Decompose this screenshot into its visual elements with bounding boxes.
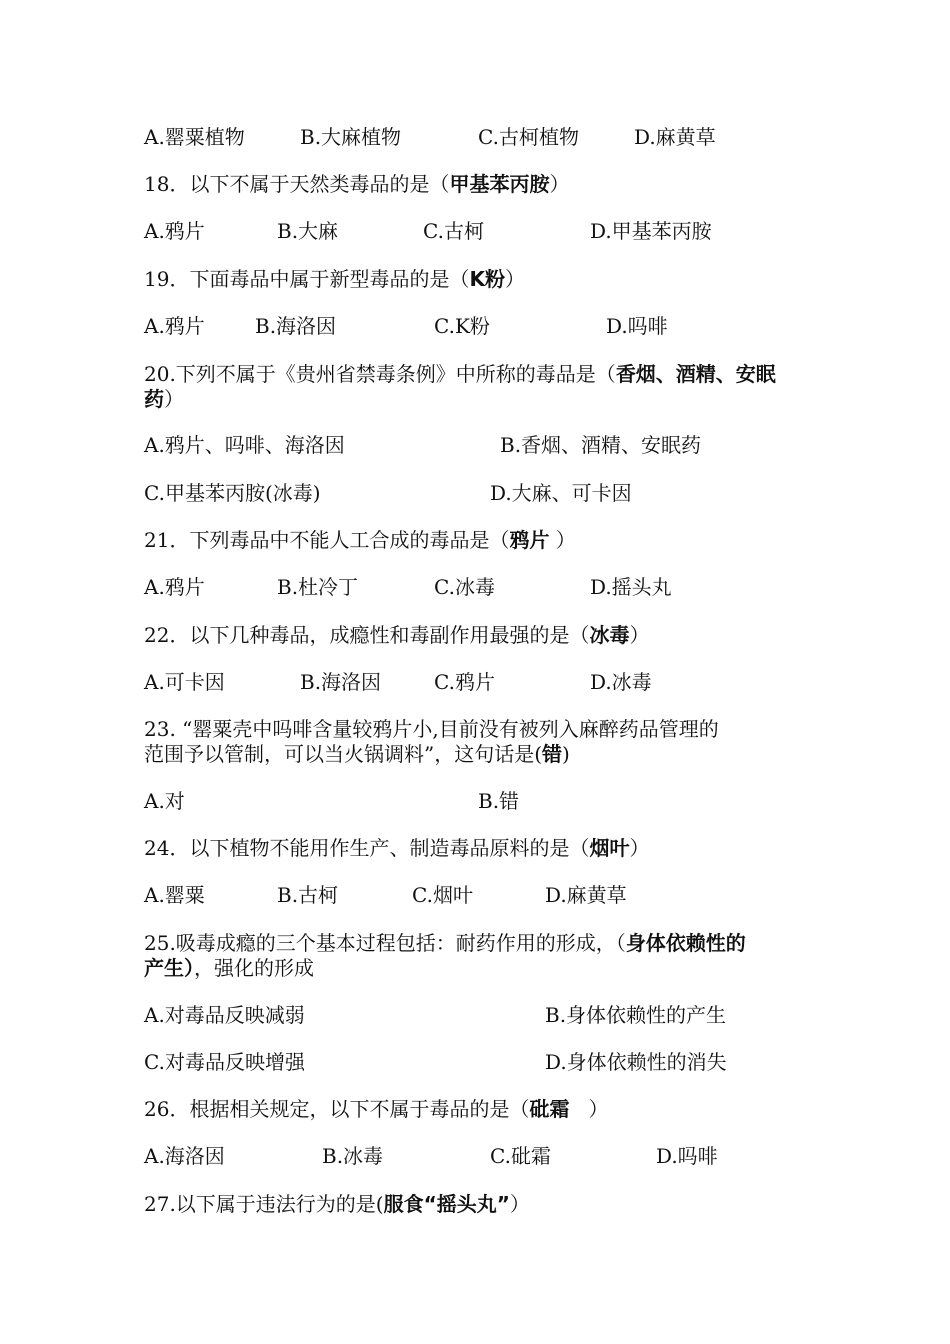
option-d: D.大麻、可卡因 [490,481,632,505]
option-b: B.大麻植物 [300,125,402,149]
option-b: B.海洛因 [300,670,382,694]
answer-text: 砒霜 [529,1097,570,1121]
option-d: D.吗啡 [656,1144,718,1168]
answer-text: 烟叶 [589,836,630,860]
option-c: C.冰毒 [434,575,495,599]
stem-text-cont: 范围予以管制，可以当火锅调料”，这句话是( [144,742,543,766]
question-26-stem [144,1096,609,1122]
stem-close: ） [549,172,570,196]
option-d: D.身体依赖性的消失 [545,1050,727,1074]
option-a: A.可卡因 [144,670,225,694]
option-a: A.鸦片、吗啡、海洛因 [144,433,345,457]
option-b: B.古柯 [277,883,339,907]
option-a: A.罂粟植物 [144,125,245,149]
option-a: A.海洛因 [144,1144,225,1168]
option-d: D.冰毒 [590,670,652,694]
question-22-stem [144,622,649,648]
stem-text: 24．以下植物不能用作生产、制造毒品原料的是（ [144,836,590,860]
option-c: C.古柯植物 [478,125,579,149]
option-d: D.麻黄草 [545,883,627,907]
answer-text: 服食“摇头丸” [383,1192,510,1216]
option-b: B.大麻 [277,219,339,243]
answer-text: 身体依赖性的 [625,931,746,955]
question-20-stem [144,361,776,387]
question-25-stem [144,930,746,956]
option-a: A.鸦片 [144,219,205,243]
stem-close: ，强化的形成 [194,956,314,980]
stem-text: 27.以下属于违法行为的是( [144,1192,384,1216]
option-b: B.身体依赖性的产生 [545,1003,727,1027]
option-d: D.麻黄草 [634,125,716,149]
option-a: A.鸦片 [144,314,205,338]
question-25-stem-line2 [144,955,314,981]
option-b: B.香烟、酒精、安眠药 [500,433,702,457]
stem-text: 22．以下几种毒品，成瘾性和毒副作用最强的是（ [144,623,590,647]
option-d: D.甲基苯丙胺 [590,219,712,243]
stem-text: 20.下列不属于《贵州省禁毒条例》中所称的毒品是（ [144,362,616,386]
answer-text: 错 [542,742,563,766]
stem-close: ） [509,1192,530,1216]
option-c: C.砒霜 [490,1144,551,1168]
question-18-stem [144,171,569,197]
option-c: C.甲基苯丙胺(冰毒) [144,481,321,505]
option-b: B.错 [478,789,520,813]
question-23-stem-line2 [144,741,570,767]
option-c: C.K粉 [434,314,490,338]
stem-text: 19．下面毒品中属于新型毒品的是（ [144,267,470,291]
stem-close: ） [569,1097,609,1121]
option-d: D.吗啡 [606,314,668,338]
question-19-stem [144,266,525,292]
answer-text-cont: 产生） [144,956,194,980]
stem-close: ） [629,623,650,647]
option-d: D.摇头丸 [590,575,672,599]
option-a: A.对毒品反映减弱 [144,1003,305,1027]
stem-close: ） [629,836,650,860]
question-23-stem [144,716,719,742]
stem-text: 21．下列毒品中不能人工合成的毒品是（ [144,528,510,552]
option-c: C.对毒品反映增强 [144,1050,305,1074]
option-a: A.对 [144,789,185,813]
option-a: A.罂粟 [144,883,205,907]
option-b: B.冰毒 [322,1144,384,1168]
option-b: B.海洛因 [255,314,337,338]
option-c: C.烟叶 [412,883,473,907]
option-b: B.杜冷丁 [277,575,359,599]
answer-text: 鸦片 [509,528,550,552]
answer-text: 甲基苯丙胺 [449,172,550,196]
option-c: C.古柯 [423,219,484,243]
stem-text: 18．以下不属于天然类毒品的是（ [144,172,450,196]
question-20-stem-line2 [144,386,184,412]
option-c: C.鸦片 [434,670,495,694]
answer-text-cont: 药 [144,387,164,411]
answer-text: 冰毒 [589,623,630,647]
question-24-stem [144,835,649,861]
question-27-stem [144,1191,530,1217]
stem-close: ） [549,528,576,552]
stem-close: ) [562,742,570,766]
question-21-stem [144,527,576,553]
answer-text: 香烟、酒精、安眠 [615,362,776,386]
stem-close: ） [504,267,525,291]
option-a: A.鸦片 [144,575,205,599]
stem-close: ） [164,387,184,411]
stem-text: 26．根据相关规定，以下不属于毒品的是（ [144,1097,530,1121]
stem-text: 25.吸毒成瘾的三个基本过程包括：耐药作用的形成，（ [144,931,626,955]
answer-text: K粉 [469,267,505,291]
stem-text: 23. “罂粟壳中吗啡含量较鸦片小,目前没有被列入麻醉药品管理的 [144,717,719,741]
